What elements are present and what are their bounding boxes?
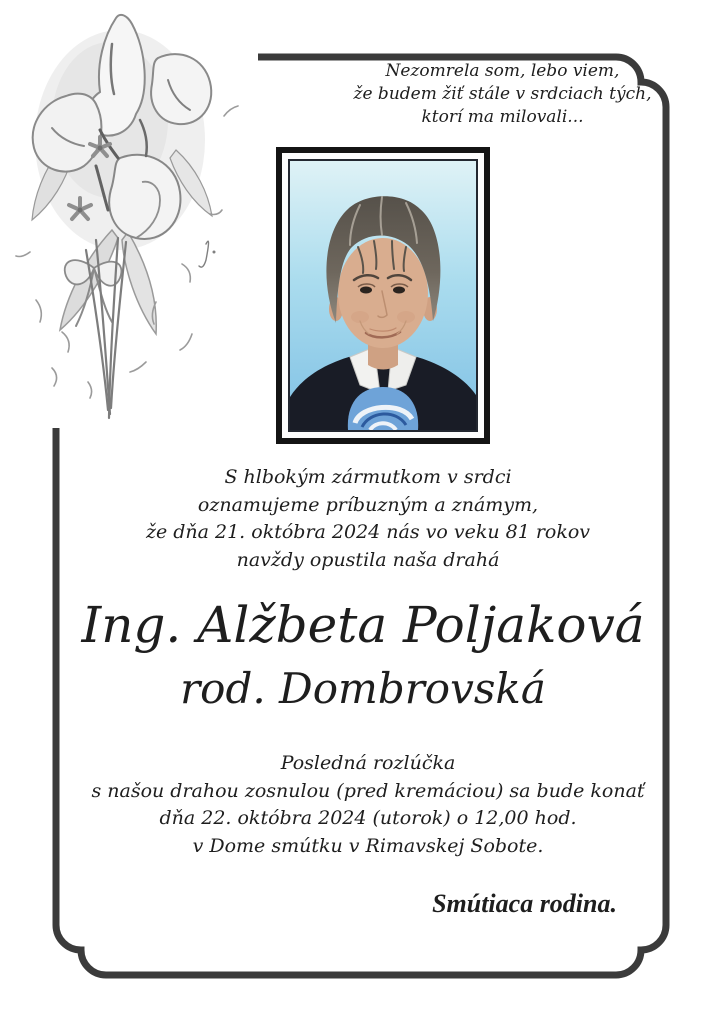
epigraph (335, 60, 670, 129)
funeral-line: v Dome smútku v Rimavskej Sobote. (192, 834, 544, 857)
portrait-photo-frame (276, 147, 490, 444)
funeral-line: s našou drahou zosnulou (pred kremáciou) sa bude konať (91, 779, 645, 802)
announcement-line: že dňa 21. októbra 2024 nás vo veku 81 rokov (145, 521, 591, 543)
announcement-line: S hlbokým zármutkom v srdci (224, 466, 512, 488)
portrait-photo (290, 161, 476, 430)
portrait-photo-mat (288, 159, 478, 432)
deceased-name: Ing. Alžbeta Poljaková (81, 596, 645, 654)
mourning-family-signature: Smútiaca rodina. (432, 889, 617, 918)
funeral-line: dňa 22. októbra 2024 (utorok) o 12,00 hod. (159, 807, 577, 829)
announcement-text (70, 464, 666, 574)
epigraph-line: že budem žiť stále v srdciach tých, (353, 84, 652, 104)
deceased-maiden-name: rod. Dombrovská (180, 664, 546, 713)
announcement-line: oznamujeme príbuzným a známym, (197, 493, 539, 516)
announcement-line: navždy opustila naša drahá (236, 548, 500, 571)
funeral-details (60, 750, 676, 860)
funeral-line: Posledná rozlúčka (280, 752, 456, 774)
epigraph-line: Nezomrela som, lebo viem, (385, 61, 620, 81)
calla-lily-illustration (0, 0, 258, 428)
epigraph-line: ktorí ma milovali... (421, 107, 584, 127)
calla-lily-sketch-svg (0, 0, 258, 428)
